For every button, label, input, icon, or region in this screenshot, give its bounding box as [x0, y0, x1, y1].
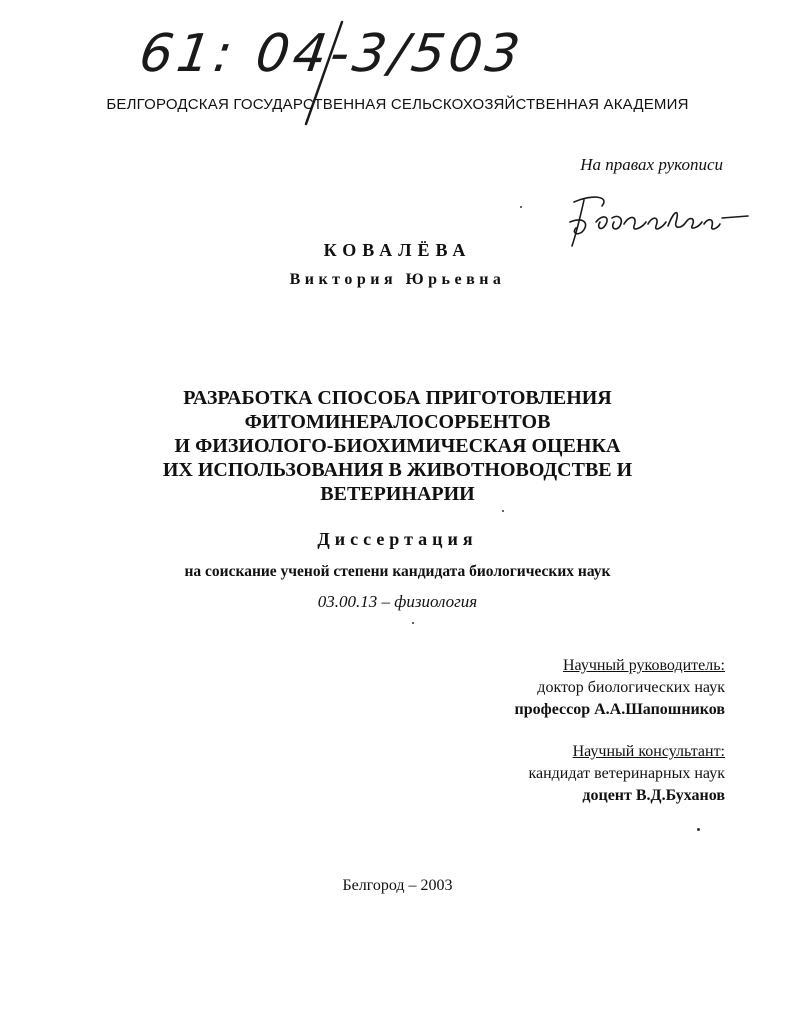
- dissertation-title: [0, 386, 795, 506]
- work-type: Диссертация: [317, 529, 478, 549]
- title-line: ФИТОМИНЕРАЛОСОРБЕНТОВ: [244, 411, 551, 433]
- registry-stamp: 61: 04-3/503: [135, 24, 528, 84]
- scan-speck: [697, 828, 700, 831]
- consultant-block: [528, 741, 725, 807]
- rights-notice: На правах рукописи: [580, 155, 723, 174]
- scan-speck: [520, 206, 522, 208]
- scan-speck: [412, 622, 414, 624]
- title-line: И ФИЗИОЛОГО-БИОХИМИЧЕСКАЯ ОЦЕНКА: [174, 435, 621, 457]
- title-line: ИХ ИСПОЛЬЗОВАНИЯ В ЖИВОТНОВОДСТВЕ И: [162, 459, 633, 481]
- title-line: РАЗРАБОТКА СПОСОБА ПРИГОТОВЛЕНИЯ: [183, 387, 612, 409]
- consultant-heading: Научный консультант:: [572, 743, 725, 760]
- supervisor-heading: Научный руководитель:: [562, 657, 725, 674]
- city-year: Белгород – 2003: [342, 877, 453, 894]
- specialty: 03.00.13 – физиология: [317, 592, 478, 611]
- supervisor-degree: доктор биологических наук: [537, 679, 725, 696]
- title-line: ВЕТЕРИНАРИИ: [320, 483, 475, 505]
- author-surname: КОВАЛЁВА: [323, 240, 472, 260]
- scan-speck: [502, 510, 504, 512]
- consultant-name: доцент В.Д.Буханов: [582, 787, 725, 804]
- supervisor-block: [515, 655, 725, 721]
- supervisor-name: профессор А.А.Шапошников: [514, 701, 725, 718]
- degree-sought: на соискание ученой степени кандидата биологических наук: [184, 563, 611, 580]
- academy-name: БЕЛГОРОДСКАЯ ГОСУДАРСТВЕННАЯ СЕЛЬСКОХОЗЯЙСТВЕННАЯ АКАДЕМИЯ: [106, 96, 689, 113]
- consultant-degree: кандидат ветеринарных наук: [528, 765, 725, 782]
- author-given-names: Виктория Юрьевна: [289, 271, 506, 288]
